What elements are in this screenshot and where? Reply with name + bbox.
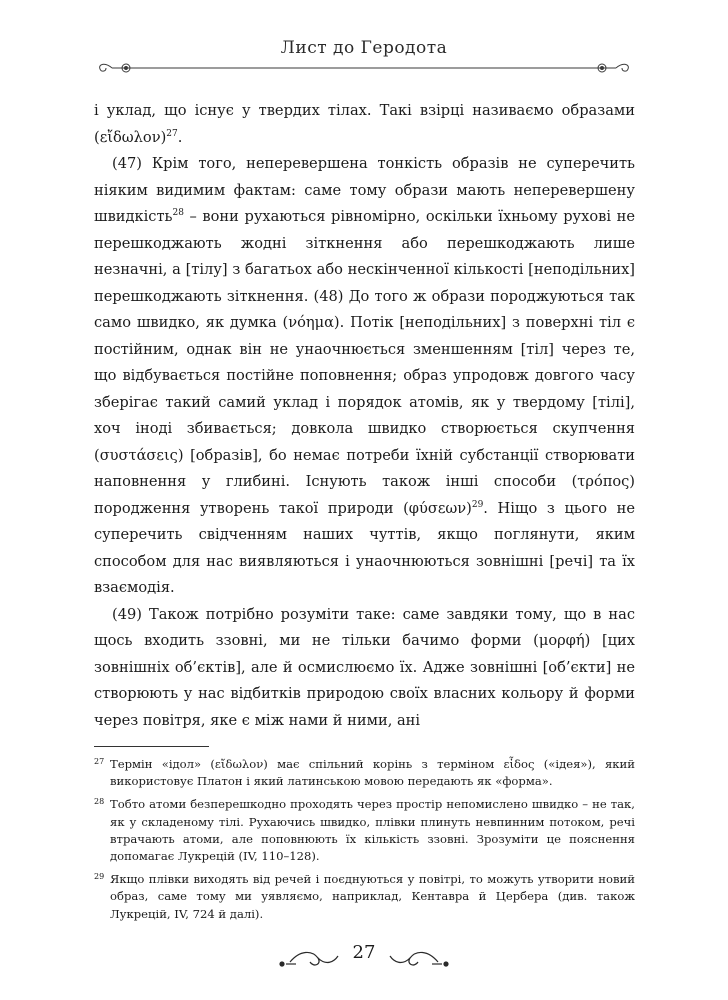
paragraph-text: і уклад, що існує у твердих тілах. Такі взірці називаємо образами (εἴδωλον) <box>94 102 635 146</box>
main-text <box>94 98 635 734</box>
running-header-title: Лист до Геродота <box>280 38 448 58</box>
paragraph-text: – вони рухаються рівномірно, оскільки їхньому рухові не перешкоджають жодні зіткнення або перешкоджають лише незначні, а [тілу] з багатьох або нескінченної кількості [неподільних] перешкоджають зіткнення. (48) До того ж образи породжуються так само швидко, як думка (νόημα). Потік [неподільних] з поверхні тіл є постійним, однак він не унаочнюється зменшенням [тіл] через те, що відбувається постійне поповнення; образ упродовж довгого часу зберігає такий самий уклад і порядок атомів, як у твердому [тілі], хоч іноді збивається; довкола швидко створюється скупчення (συστάσεις) [образів], бо немає потреби їхній субстанції створювати наповнення у глибині. Існують також інші способи (τρόπος) породження утворень такої природи (φύσεων) <box>94 208 635 517</box>
footnote <box>94 871 635 923</box>
footnote <box>94 756 635 790</box>
running-header <box>0 38 728 78</box>
page-footer <box>0 940 728 980</box>
footnote-text: Якщо плівки виходять від речей і поєднуються у повітрі, то можуть утворити новий образ, саме тому ми уявляємо, наприклад, Кентавра й Цербера (див. також Лукрецій, IV, 724 й далі). <box>110 872 635 921</box>
footnote-text: Тобто атоми безперешкодно проходять через простір непомислено швидко – не так, як у складеному тілі. Рухаючись швидко, плівки плинуть невпинним потоком, речі втрачають атоми, але поповнюють їх кількість ззовні. Зрозуміти це пояснення допомагає Лукрецій (IV, 110–128). <box>110 797 635 864</box>
page-number: 27 <box>352 942 376 963</box>
paragraph-text: (47) Крім того, неперевершена тонкість образів не суперечить ніяким видимим фактам: саме тому образи мають неперевершену швидкість <box>94 155 635 225</box>
footnote-separator <box>94 746 209 747</box>
footnote-text: Термін «ідол» (εἴδωλον) має спільний корінь з терміном εἶδος («ідея»), який використовує Платон і який латинською мовою передають як «форма». <box>110 757 635 789</box>
footnote <box>94 796 635 865</box>
paragraph <box>94 151 635 602</box>
paragraph: і уклад, що існує у твердих тілах. Такі взірці називаємо образами (εἴδωλον)$^{27}$. <box>94 102 635 146</box>
footnotes <box>94 756 635 929</box>
footnote-ref[interactable]: 27 <box>166 128 178 139</box>
paragraph <box>94 602 635 735</box>
footnote-number: 29 <box>94 872 105 882</box>
footnote-number: 28 <box>94 797 105 807</box>
header-ornament-rule <box>0 52 728 76</box>
paragraph-text: (49) Також потрібно розуміти таке: саме завдяки тому, що в нас щось входить ззовні, ми не тільки бачимо форми (μορφή) [цих зовнішніх об’єктів], але й осмислюємо їх. Адже зовнішні [об’єкти] не створюють у нас відбитків природою своїх власних кольору й форми через повітря, яке є між нами й ними, ані <box>94 605 635 729</box>
paragraph-text: . Ніщо з цього не суперечить свідченням наших чуттів, якщо поглянути, яким способом для нас виявляються і унаочнюються зовнішні [речі] та їх взаємодія. <box>94 499 635 596</box>
footnote-number: 27 <box>94 757 105 766</box>
footnote-ref[interactable]: 29 <box>471 499 484 510</box>
footnote-ref[interactable]: 28 <box>172 208 184 219</box>
